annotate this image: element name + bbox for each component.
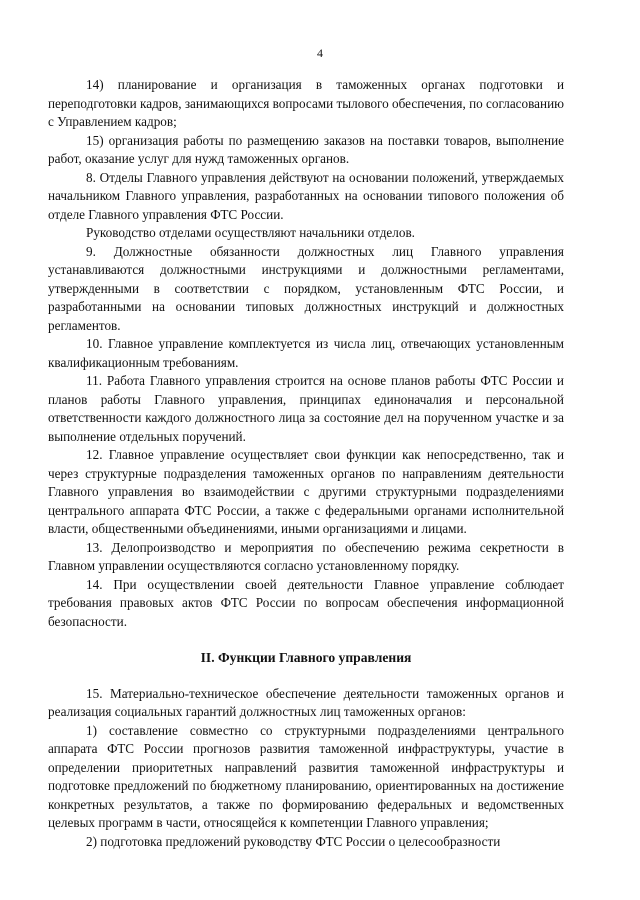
paragraph-14-security: 14. При осуществлении своей деятельности Главное управление соблюдает требования правовых актов ФТС России по вопросам обеспечения информационной безопасности. [48, 576, 564, 629]
document-body [48, 76, 564, 851]
paragraph-10-staffing: 10. Главное управление комплектуется из числа лиц, отвечающих установленным квалификационным требованиям. [48, 336, 564, 370]
paragraph-item-2-proposals: 2) подготовка предложений руководству ФТС России о целесообразности [86, 833, 501, 849]
paragraph-15-logistics: 15. Материально-техническое обеспечение деятельности таможенных органов и реализация социальных гарантий должностных лиц таможенных органов: [48, 685, 564, 719]
section-heading: II. Функции Главного управления [200, 650, 412, 665]
page-number: 4 [317, 46, 323, 60]
paragraph-12-functions: 12. Главное управление осуществляет свои функции как непосредственно, так и через структурные подразделения таможенных органов по направлениям деятельности Главного управления во взаимодействии с другими структурными подразделениями центрального аппарата ФТС России, а также с федеральными органами исполнительной власти, общественными объединениями, иными организациями и лицами. [48, 447, 564, 536]
paragraph-department-heads: Руководство отделами осуществляют начальники отделов. [86, 225, 415, 240]
paragraph-9-duties: 9. Должностные обязанности должностных лиц Главного управления устанавливаются должностными инструкциями и должностными регламентами, утвержденными в соответствии с порядком, установленным ФТС России, и разработанными на основании типовых должностных инструкций и должностных регламентов. [48, 243, 564, 333]
paragraph-item-1-forecasts: 1) составление совместно со структурными подразделениями центрального аппарата ФТС России прогнозов развития таможенной инфраструктуры, участие в определении приоритетных направлений развития таможенной инфраструктуры и подготовке предложений по бюджетному планированию, ориентированных на достижение конкретных результатов, а также по формированию федеральных и ведомственных целевых программ в части, относящейся к компетенции Главного управления; [48, 722, 564, 830]
paragraph-13-records: 13. Делопроизводство и мероприятия по обеспечению режима секретности в Главном управлении осуществляются согласно установленному порядку. [48, 539, 564, 573]
paragraph-item-15-orders: 15) организация работы по размещению заказов на поставки товаров, выполнение работ, оказание услуг для нужд таможенных органов. [48, 132, 564, 166]
paragraph-11-work-plans: 11. Работа Главного управления строится на основе планов работы ФТС России и планов работы Главного управления, принципах единоначалия и персональной ответственности каждого должностного лица за состояние дел на порученном участке и за выполнение отдельных поручений. [48, 373, 564, 444]
paragraph-item-14-training: 14) планирование и организация в таможенных органах подготовки и переподготовки кадров, занимающихся вопросами тылового обеспечения, по согласованию с Управлением кадров; [48, 77, 564, 129]
paragraph-8-departments: 8. Отделы Главного управления действуют на основании положений, утверждаемых начальником Главного управления, разработанных на основании типового положения об отделе Главного управления ФТС России. [48, 169, 564, 222]
